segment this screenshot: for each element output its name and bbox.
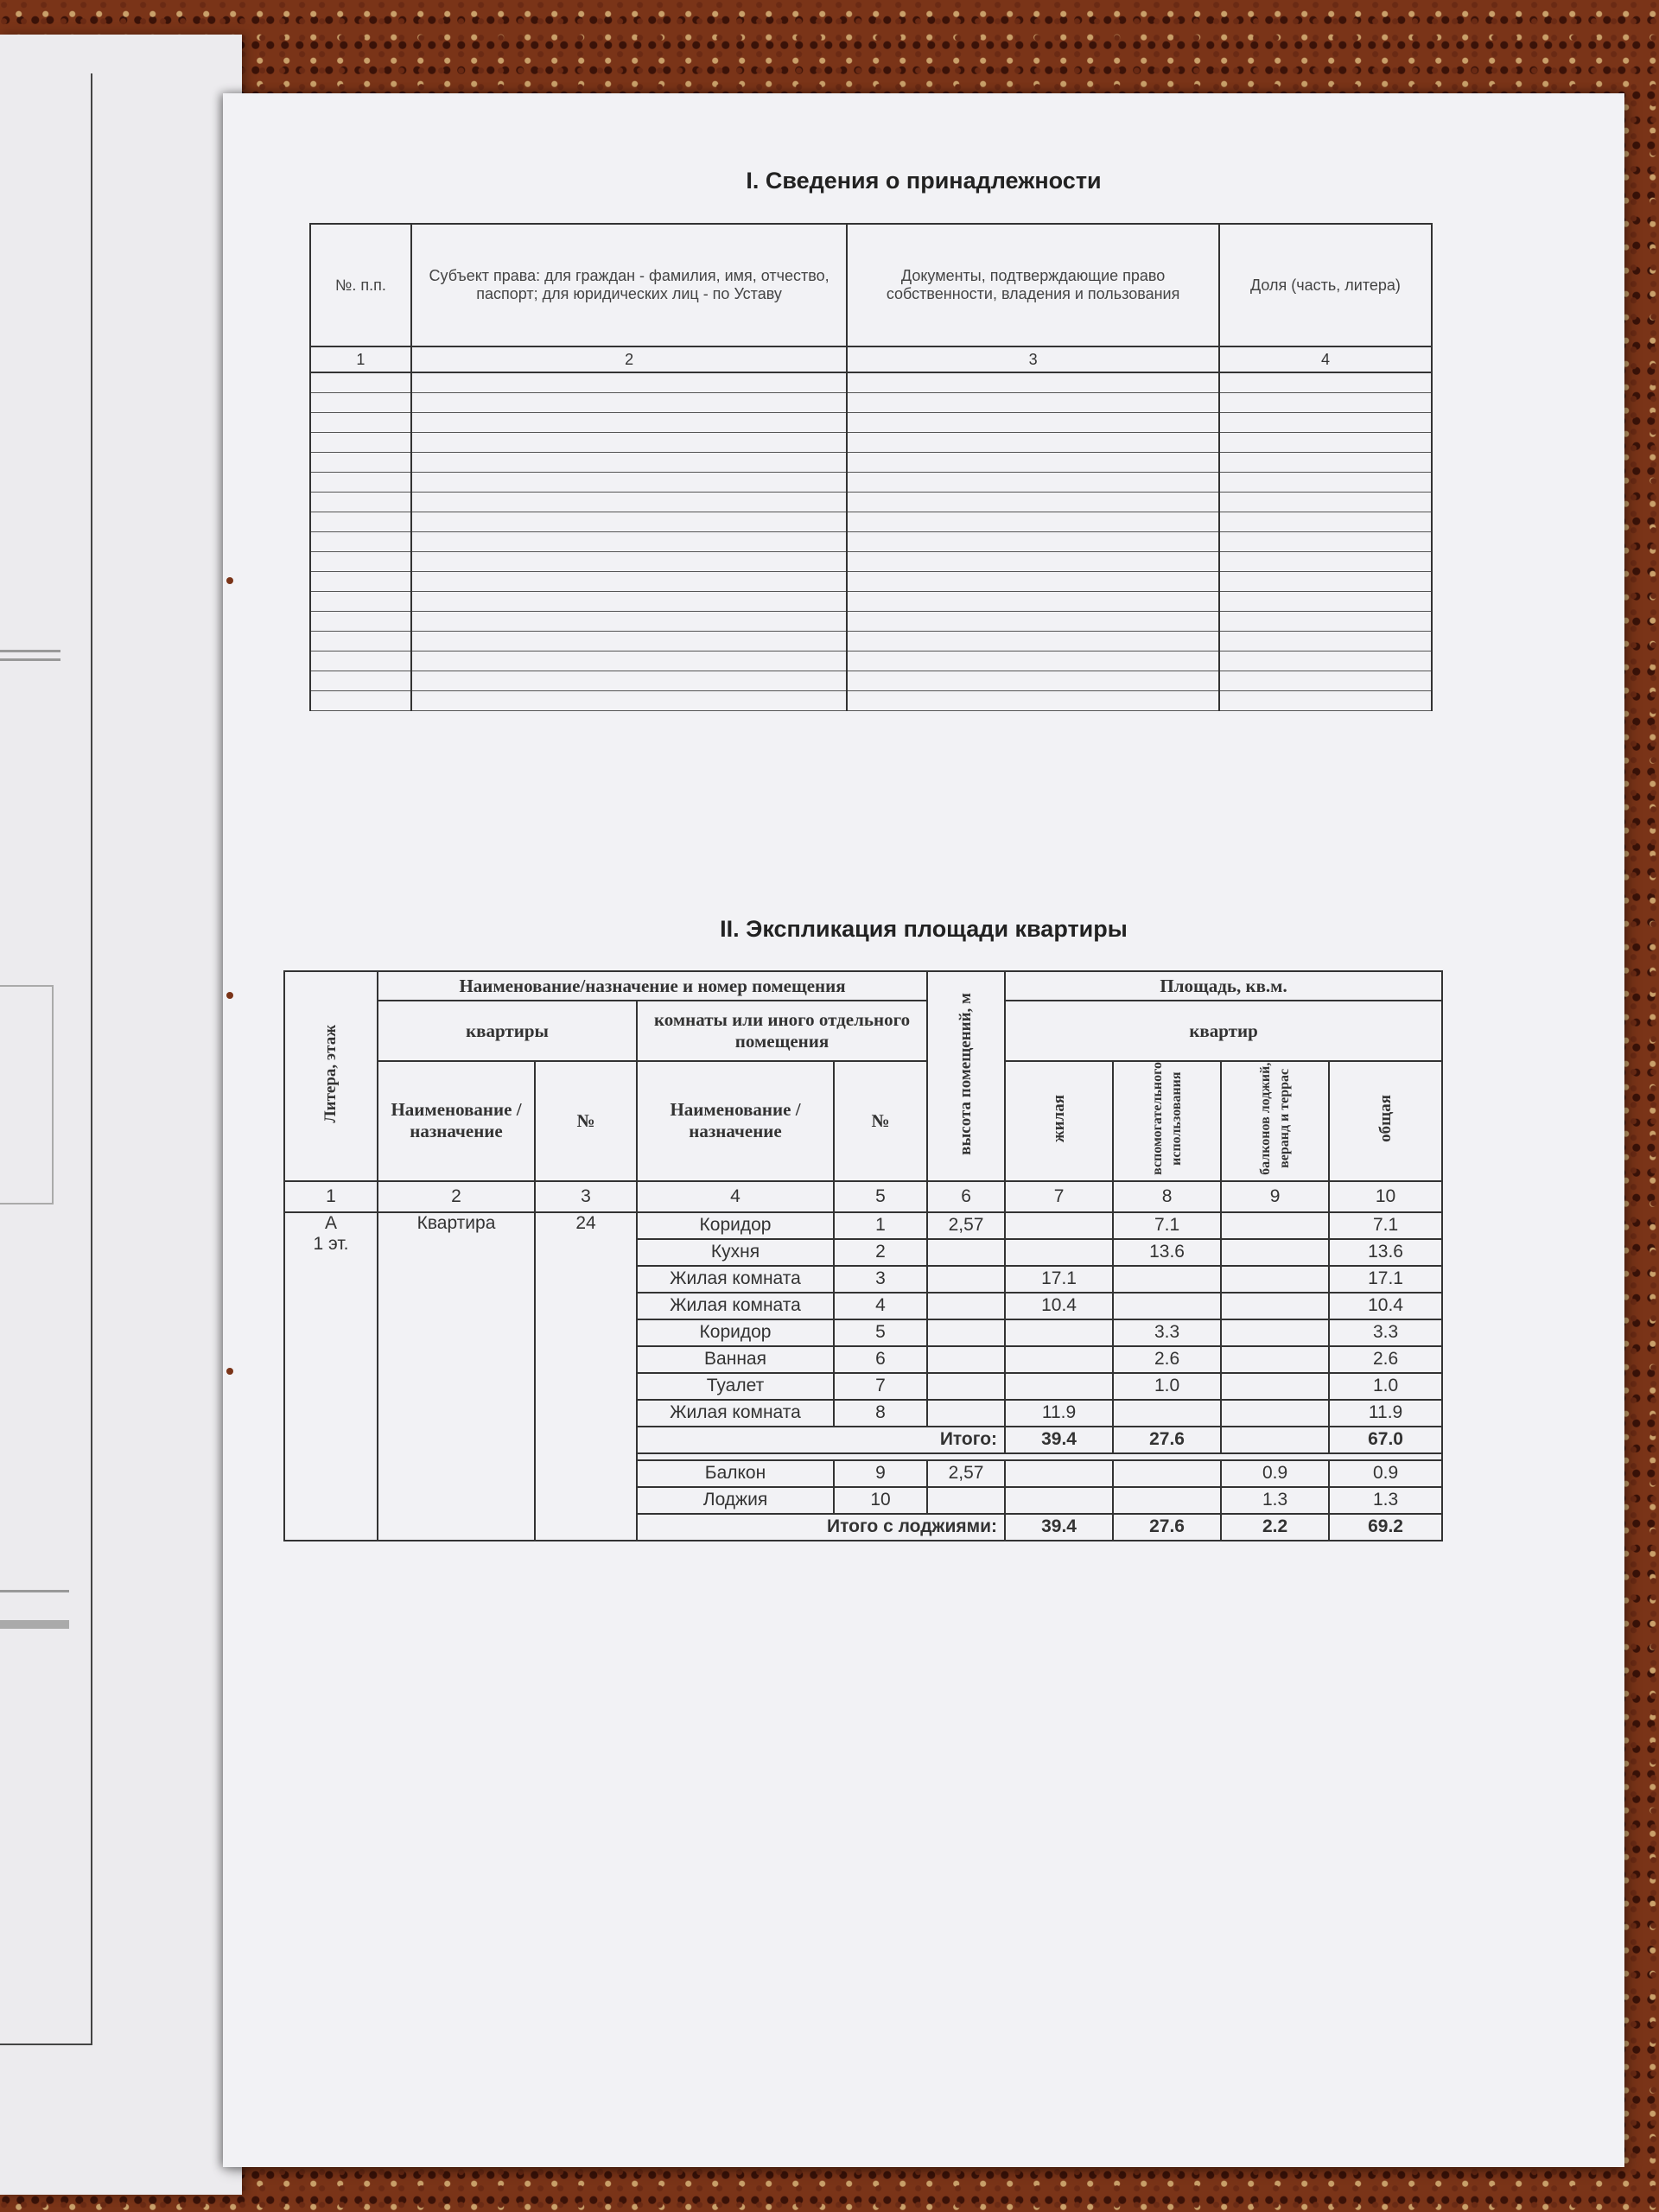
room-name: Жилая комната: [637, 1266, 834, 1293]
document-page: [223, 93, 1624, 2167]
room-living: [1005, 1239, 1113, 1266]
room-height: [927, 1266, 1005, 1293]
col-number: 1: [310, 346, 411, 372]
room-aux: [1113, 1487, 1221, 1514]
room-height: [927, 1373, 1005, 1400]
col-number: 10: [1329, 1181, 1442, 1212]
header-apt-name: Наименование / назначение: [378, 1061, 535, 1181]
header-living: жилая: [1005, 1061, 1113, 1181]
room-num: 6: [834, 1346, 927, 1373]
room-height: [927, 1400, 1005, 1427]
room-height: [927, 1487, 1005, 1514]
room-name: Туалет: [637, 1373, 834, 1400]
room-name: Жилая комната: [637, 1293, 834, 1319]
subtotal-label: Итого:: [637, 1427, 1005, 1453]
binding-hole: [226, 1368, 233, 1375]
col-number: 5: [834, 1181, 927, 1212]
room-total: 3.3: [1329, 1319, 1442, 1346]
room-balcony: [1221, 1400, 1329, 1427]
room-balcony: 0.9: [1221, 1460, 1329, 1487]
room-total: 10.4: [1329, 1293, 1442, 1319]
subtotal-balcony: [1221, 1427, 1329, 1453]
grand-total-aux: 27.6: [1113, 1514, 1221, 1541]
room-num: 8: [834, 1400, 927, 1427]
room-num: 3: [834, 1266, 927, 1293]
grand-total-living: 39.4: [1005, 1514, 1113, 1541]
room-balcony: 1.3: [1221, 1487, 1329, 1514]
room-living: [1005, 1212, 1113, 1239]
room-height: [927, 1239, 1005, 1266]
header-balcony: балконов лоджий, веранд и террас: [1221, 1061, 1329, 1181]
room-living: [1005, 1460, 1113, 1487]
room-num: 5: [834, 1319, 927, 1346]
left-page-mark: [0, 650, 60, 652]
room-num: 4: [834, 1293, 927, 1319]
left-page-mark: [0, 1620, 69, 1629]
section2-title: II. Экспликация площади квартиры: [720, 916, 1128, 942]
room-balcony: [1221, 1212, 1329, 1239]
header-share: Доля (часть, литера): [1219, 224, 1432, 346]
grand-total-balcony: 2.2: [1221, 1514, 1329, 1541]
section1-title: I. Сведения о принадлежности: [746, 168, 1102, 194]
room-living: [1005, 1319, 1113, 1346]
room-aux: 3.3: [1113, 1319, 1221, 1346]
subtotal-living: 39.4: [1005, 1427, 1113, 1453]
room-total: 0.9: [1329, 1460, 1442, 1487]
separator-row: [637, 1453, 1442, 1460]
area-explication-table: [283, 970, 1443, 1541]
room-name: Жилая комната: [637, 1400, 834, 1427]
room-aux: 7.1: [1113, 1212, 1221, 1239]
grand-total-label: Итого с лоджиями:: [637, 1514, 1005, 1541]
room-living: 10.4: [1005, 1293, 1113, 1319]
room-height: [927, 1293, 1005, 1319]
col-number: 4: [637, 1181, 834, 1212]
header-room-num: №: [834, 1061, 927, 1181]
room-living: [1005, 1373, 1113, 1400]
binding-hole: [226, 992, 233, 999]
room-num: 7: [834, 1373, 927, 1400]
room-aux: 13.6: [1113, 1239, 1221, 1266]
room-name: Коридор: [637, 1212, 834, 1239]
room-living: 11.9: [1005, 1400, 1113, 1427]
col-number: 3: [535, 1181, 637, 1212]
room-total: 13.6: [1329, 1239, 1442, 1266]
room-name: Лоджия: [637, 1487, 834, 1514]
room-height: 2,57: [927, 1460, 1005, 1487]
header-height: высота помещений, м: [927, 971, 1005, 1181]
header-area-sub: квартир: [1005, 1001, 1442, 1061]
header-room-group: комнаты или иного отдельного помещения: [637, 1001, 927, 1061]
room-total: 1.0: [1329, 1373, 1442, 1400]
header-name-group: Наименование/назначение и номер помещения: [378, 971, 927, 1001]
col-number: 2: [411, 346, 847, 372]
header-room-name: Наименование / назначение: [637, 1061, 834, 1181]
room-balcony: [1221, 1239, 1329, 1266]
room-living: [1005, 1487, 1113, 1514]
room-living: [1005, 1346, 1113, 1373]
header-total: общая: [1329, 1061, 1442, 1181]
room-height: [927, 1319, 1005, 1346]
room-total: 2.6: [1329, 1346, 1442, 1373]
col-number: 7: [1005, 1181, 1113, 1212]
room-balcony: [1221, 1346, 1329, 1373]
room-num: 1: [834, 1212, 927, 1239]
room-aux: 2.6: [1113, 1346, 1221, 1373]
room-balcony: [1221, 1266, 1329, 1293]
left-page-drawing: [0, 985, 54, 1205]
left-page-mark: [0, 1590, 69, 1592]
ownership-table: [309, 223, 1433, 711]
litera-floor-cell: [284, 1212, 378, 1541]
room-aux: 1.0: [1113, 1373, 1221, 1400]
room-name: Ванная: [637, 1346, 834, 1373]
header-area: Площадь, кв.м.: [1005, 971, 1442, 1001]
header-apt-num: №: [535, 1061, 637, 1181]
col-number: 4: [1219, 346, 1432, 372]
room-height: 2,57: [927, 1212, 1005, 1239]
room-balcony: [1221, 1293, 1329, 1319]
apt-num: 24: [535, 1212, 637, 1541]
floor: 1 эт.: [313, 1233, 349, 1254]
room-num: 2: [834, 1239, 927, 1266]
room-height: [927, 1346, 1005, 1373]
header-aux: вспомогательного использования: [1113, 1061, 1221, 1181]
room-aux: [1113, 1400, 1221, 1427]
subtotal-aux: 27.6: [1113, 1427, 1221, 1453]
col-number: 3: [847, 346, 1219, 372]
room-name: Коридор: [637, 1319, 834, 1346]
room-total: 11.9: [1329, 1400, 1442, 1427]
left-page: [0, 35, 242, 2195]
binding-hole: [226, 577, 233, 584]
room-aux: [1113, 1293, 1221, 1319]
grand-total-total: 69.2: [1329, 1514, 1442, 1541]
room-total: 17.1: [1329, 1266, 1442, 1293]
room-balcony: [1221, 1319, 1329, 1346]
col-number: 6: [927, 1181, 1005, 1212]
header-apartments: квартиры: [378, 1001, 637, 1061]
col-number: 8: [1113, 1181, 1221, 1212]
room-aux: [1113, 1460, 1221, 1487]
col-number: 2: [378, 1181, 535, 1212]
room-num: 9: [834, 1460, 927, 1487]
col-number: 1: [284, 1181, 378, 1212]
litera: А: [324, 1212, 337, 1233]
col-number: 9: [1221, 1181, 1329, 1212]
room-total: 1.3: [1329, 1487, 1442, 1514]
room-name: Кухня: [637, 1239, 834, 1266]
room-living: 17.1: [1005, 1266, 1113, 1293]
room-num: 10: [834, 1487, 927, 1514]
left-page-mark: [0, 658, 60, 661]
room-balcony: [1221, 1373, 1329, 1400]
room-name: Балкон: [637, 1460, 834, 1487]
header-no: №. п.п.: [310, 224, 411, 346]
subtotal-total: 67.0: [1329, 1427, 1442, 1453]
apt-name: Квартира: [378, 1212, 535, 1541]
room-total: 7.1: [1329, 1212, 1442, 1239]
header-subject: Субъект права: для граждан - фамилия, имя, отчество, паспорт; для юридических лиц - по Уставу: [411, 224, 847, 346]
header-litera: Литера, этаж: [284, 971, 378, 1181]
header-documents: Документы, подтверждающие право собственности, владения и пользования: [847, 224, 1219, 346]
room-aux: [1113, 1266, 1221, 1293]
